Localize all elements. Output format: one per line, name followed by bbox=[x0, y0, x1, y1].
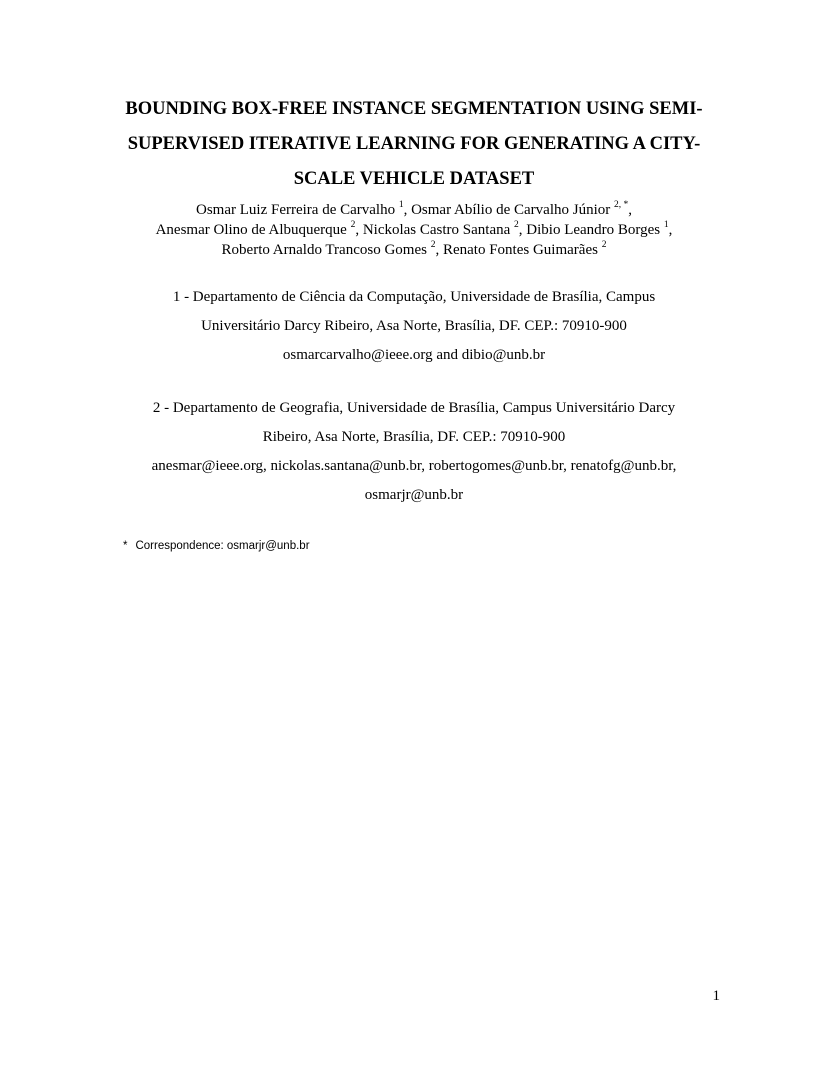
correspondence-note bbox=[123, 538, 310, 554]
author-name: Renato Fontes Guimarães bbox=[442, 242, 598, 258]
author-name: Nickolas Castro Santana bbox=[362, 222, 511, 238]
affiliation-email-line: anesmar@ieee.org, nickolas.santana@unb.br, robertogomes@unb.br, renatofg@unb.br, bbox=[151, 458, 677, 474]
affiliation-line: 2 - Departamento de Geografia, Universidade de Brasília, Campus Universitário Darcy bbox=[152, 400, 676, 416]
author-list bbox=[60, 200, 768, 260]
author-separator: , bbox=[628, 202, 632, 218]
author-affiliation-mark: 2 bbox=[350, 220, 356, 230]
author-separator: , bbox=[403, 202, 408, 218]
correspondence-star: * bbox=[123, 540, 128, 552]
author-separator: , bbox=[435, 242, 440, 258]
author-affiliation-mark: 1 bbox=[663, 220, 669, 230]
page-number: 1 bbox=[712, 988, 720, 1004]
author-name: Dibio Leandro Borges bbox=[526, 222, 661, 238]
title-line: SUPERVISED ITERATIVE LEARNING FOR GENERATING A CITY- bbox=[127, 134, 701, 154]
author-separator: , bbox=[518, 222, 523, 238]
author-line bbox=[60, 200, 768, 220]
author-name: Osmar Luiz Ferreira de Carvalho bbox=[196, 202, 396, 218]
affiliation-email-line: osmarjr@unb.br bbox=[364, 487, 464, 503]
author-affiliation-mark: 2 bbox=[514, 220, 519, 230]
affiliation-email-line: osmarcarvalho@ieee.org and dibio@unb.br bbox=[282, 347, 546, 363]
author-name: Anesmar Olino de Albuquerque bbox=[155, 222, 347, 238]
affiliation-1 bbox=[60, 283, 768, 370]
paper-title bbox=[90, 92, 738, 197]
author-name: Osmar Abílio de Carvalho Júnior bbox=[411, 202, 611, 218]
title-line: SCALE VEHICLE DATASET bbox=[293, 169, 535, 189]
author-separator: , bbox=[668, 222, 673, 238]
affiliation-line: 1 - Departamento de Ciência da Computação, Universidade de Brasília, Campus bbox=[172, 289, 656, 305]
author-affiliation-mark: 1 bbox=[398, 200, 404, 210]
author-separator: , bbox=[355, 222, 360, 238]
author-affiliation-mark: 2, * bbox=[613, 200, 629, 210]
affiliation-line: Universitário Darcy Ribeiro, Asa Norte, Brasília, DF. CEP.: 70910-900 bbox=[201, 318, 627, 334]
author-line bbox=[60, 220, 768, 240]
correspondence-text: Correspondence: osmarjr@unb.br bbox=[135, 540, 310, 552]
title-line: BOUNDING BOX-FREE INSTANCE SEGMENTATION USING SEMI- bbox=[125, 99, 703, 119]
affiliation-2 bbox=[60, 394, 768, 510]
author-affiliation-mark: 2 bbox=[430, 240, 436, 250]
affiliation-line: Ribeiro, Asa Norte, Brasília, DF. CEP.: 70910-900 bbox=[262, 429, 566, 445]
author-name: Roberto Arnaldo Trancoso Gomes bbox=[221, 242, 427, 258]
author-affiliation-mark: 2 bbox=[601, 240, 607, 250]
author-line bbox=[60, 240, 768, 260]
